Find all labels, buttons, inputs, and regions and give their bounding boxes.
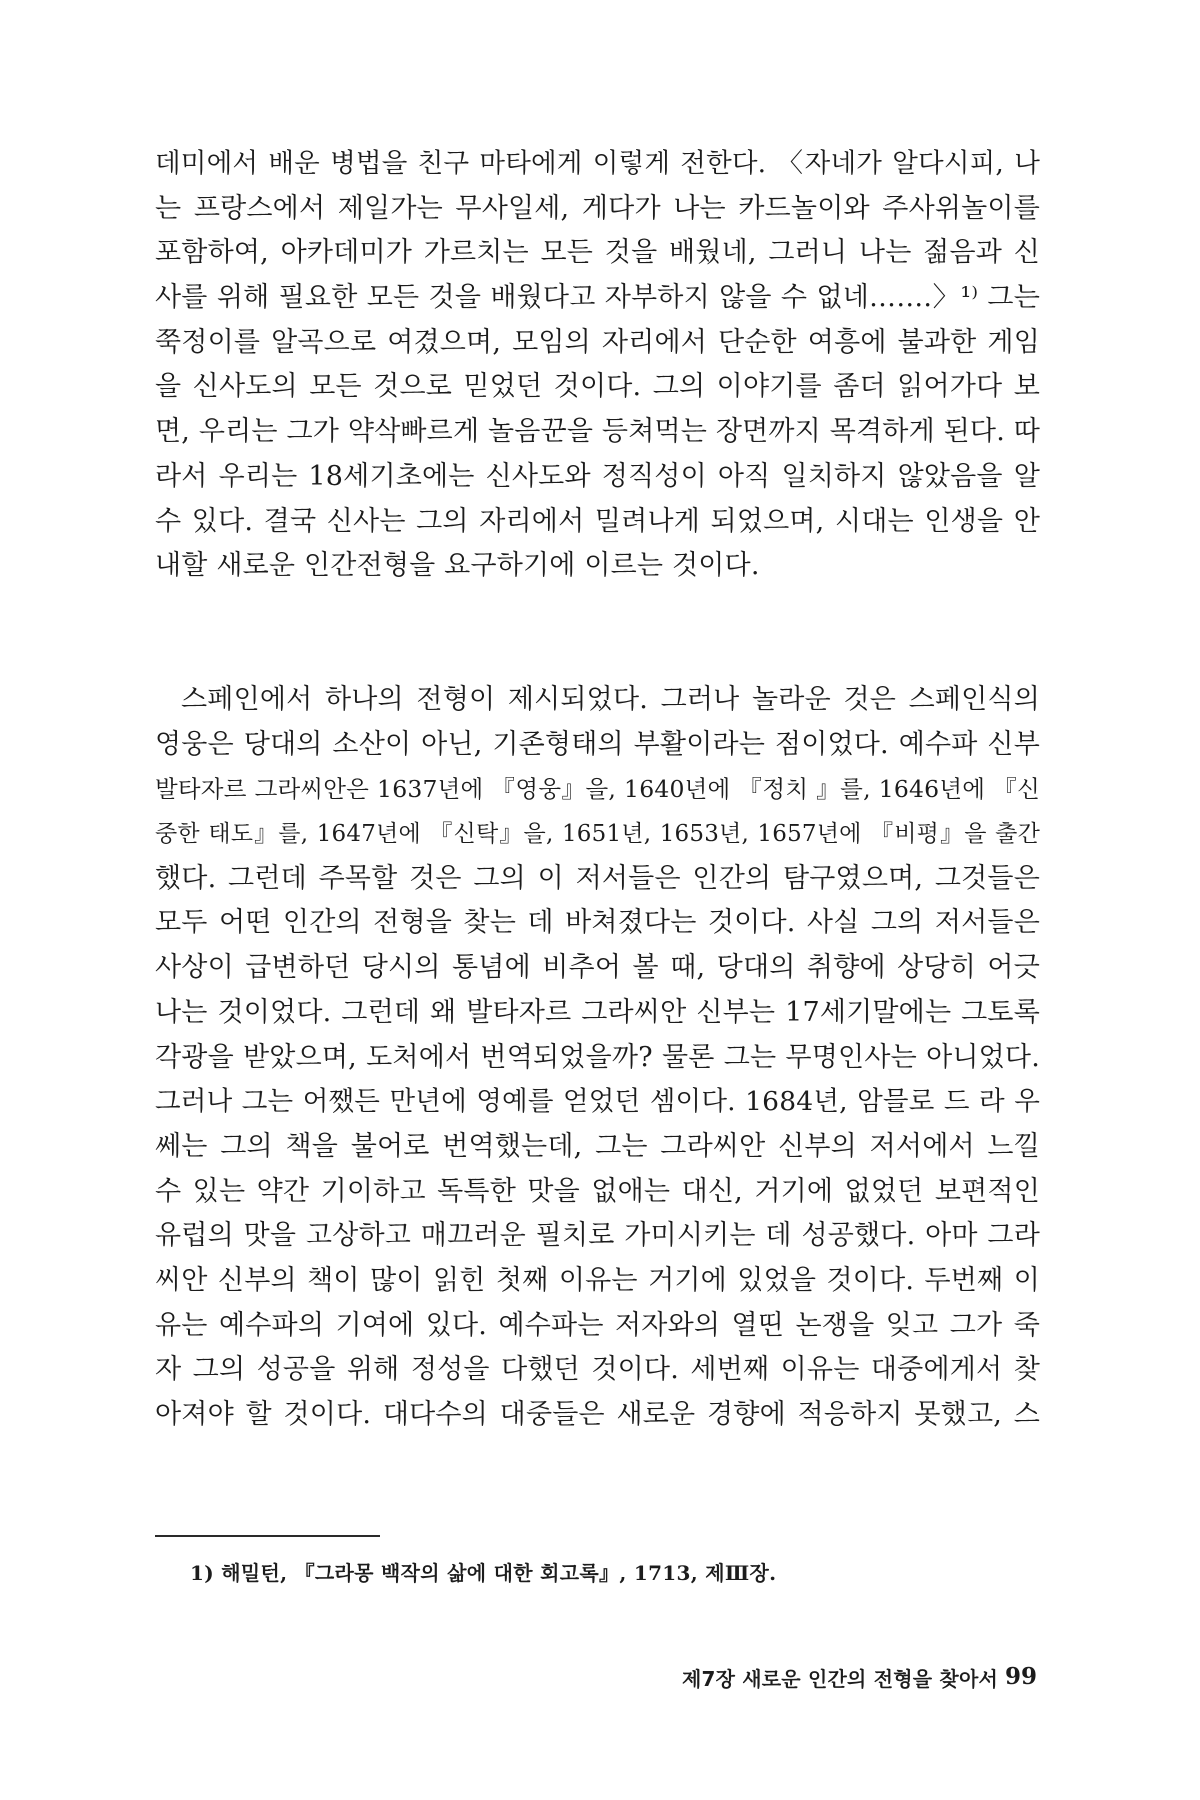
text-line: 했다. 그런데 주목할 것은 그의 이 저서들은 인간의 탐구였으며, 그것들은 — [155, 862, 1040, 894]
text-line: 중한 태도』를, 1647년에 『신탁』을, 1651년, 1653년, 1657년에 『비평』을 출간 — [155, 821, 1040, 848]
text-line: 라서 우리는 18세기초에는 신사도와 정직성이 아직 일치하지 않았음을 알 — [155, 460, 1040, 492]
text-line: 을 신사도의 모든 것으로 믿었던 것이다. 그의 이야기를 좀더 읽어가다 보 — [155, 371, 1040, 403]
text-line: 스페인에서 하나의 전형이 제시되었다. 그러나 놀라운 것은 스페인식의 — [181, 684, 1040, 715]
paragraph-2 — [155, 678, 1040, 1438]
text-line: 쎄는 그의 책을 불어로 번역했는데, 그는 그라씨안 신부의 저서에서 느낄 — [155, 1130, 1040, 1162]
text-line: 사상이 급변하던 당시의 통념에 비추어 볼 때, 당대의 취향에 상당히 어긋 — [155, 952, 1040, 984]
footnote-divider — [155, 1535, 380, 1537]
page-number: 99 — [1005, 1663, 1038, 1690]
text-line: 포함하여, 아카데미가 가르치는 모든 것을 배웠네, 그러니 나는 젊음과 신 — [155, 237, 1040, 269]
text-line: 유럽의 맛을 고상하고 매끄러운 필치로 가미시키는 데 성공했다. 아마 그라 — [155, 1220, 1040, 1252]
text-line: 영웅은 당대의 소산이 아닌, 기존형태의 부활이라는 점이었다. 예수파 신부 — [155, 728, 1040, 760]
text-line: 나는 것이었다. 그런데 왜 발타자르 그라씨안 신부는 17세기말에는 그토록 — [155, 996, 1040, 1028]
text-line: 발타자르 그라씨안은 1637년에 『영웅』을, 1640년에 『정치 』를, 1646년에 『신 — [155, 775, 1040, 804]
text-line: 모두 어떤 인간의 전형을 찾는 데 바쳐졌다는 것이다. 사실 그의 저서들은 — [155, 907, 1040, 939]
text-line: 데미에서 배운 병법을 친구 마타에게 이렇게 전한다. 〈자네가 알다시피, 나 — [155, 148, 1040, 179]
text-line: 내할 새로운 인간전형을 요구하기에 이르는 것이다. — [155, 550, 760, 582]
text-line: 씨안 신부의 책이 많이 읽힌 첫째 이유는 거기에 있었을 것이다. 두번째 이 — [155, 1264, 1040, 1296]
footnote: 1) 해밀턴, 『그라몽 백작의 삶에 대한 회고록』, 1713, 제Ⅲ장. — [190, 1561, 777, 1585]
text-line: 수 있다. 결국 신사는 그의 자리에서 밀려나게 되었으며, 시대는 인생을 안 — [155, 505, 1040, 537]
text-line: 수 있는 약간 기이하고 독특한 맛을 없애는 대신, 거기에 없었던 보편적인 — [155, 1175, 1040, 1207]
running-title: 제7장 새로운 인간의 전형을 찾아서 — [681, 1667, 998, 1691]
text-line: 자 그의 성공을 위해 정성을 다했던 것이다. 세번째 이유는 대중에게서 찾 — [155, 1354, 1040, 1386]
text-line: 쭉정이를 알곡으로 여겼으며, 모임의 자리에서 단순한 여흥에 불과한 게임 — [155, 326, 1040, 358]
text-line: 는 프랑스에서 제일가는 무사일세, 게다가 나는 카드놀이와 주사위놀이를 — [155, 192, 1040, 224]
text-line: 그러나 그는 어쨌든 만년에 영예를 얻었던 셈이다. 1684년, 암믈로 드 라 우 — [155, 1086, 1040, 1118]
text-line: 사를 위해 필요한 모든 것을 배웠다고 자부하지 않을 수 없네…….〉¹⁾ 그는 — [155, 282, 1040, 314]
paragraph-1 — [155, 142, 1040, 589]
text-line: 유는 예수파의 기여에 있다. 예수파는 저자와의 열띤 논쟁을 잊고 그가 죽 — [155, 1309, 1040, 1341]
text-line: 각광을 받았으며, 도처에서 번역되었을까? 물론 그는 무명인사는 아니었다. — [155, 1041, 1040, 1073]
text-line: 면, 우리는 그가 약삭빠르게 놀음꾼을 등쳐먹는 장면까지 목격하게 된다. 따 — [155, 416, 1041, 448]
text-line: 아져야 할 것이다. 대다수의 대중들은 새로운 경향에 적응하지 못했고, 스 — [155, 1399, 1040, 1430]
